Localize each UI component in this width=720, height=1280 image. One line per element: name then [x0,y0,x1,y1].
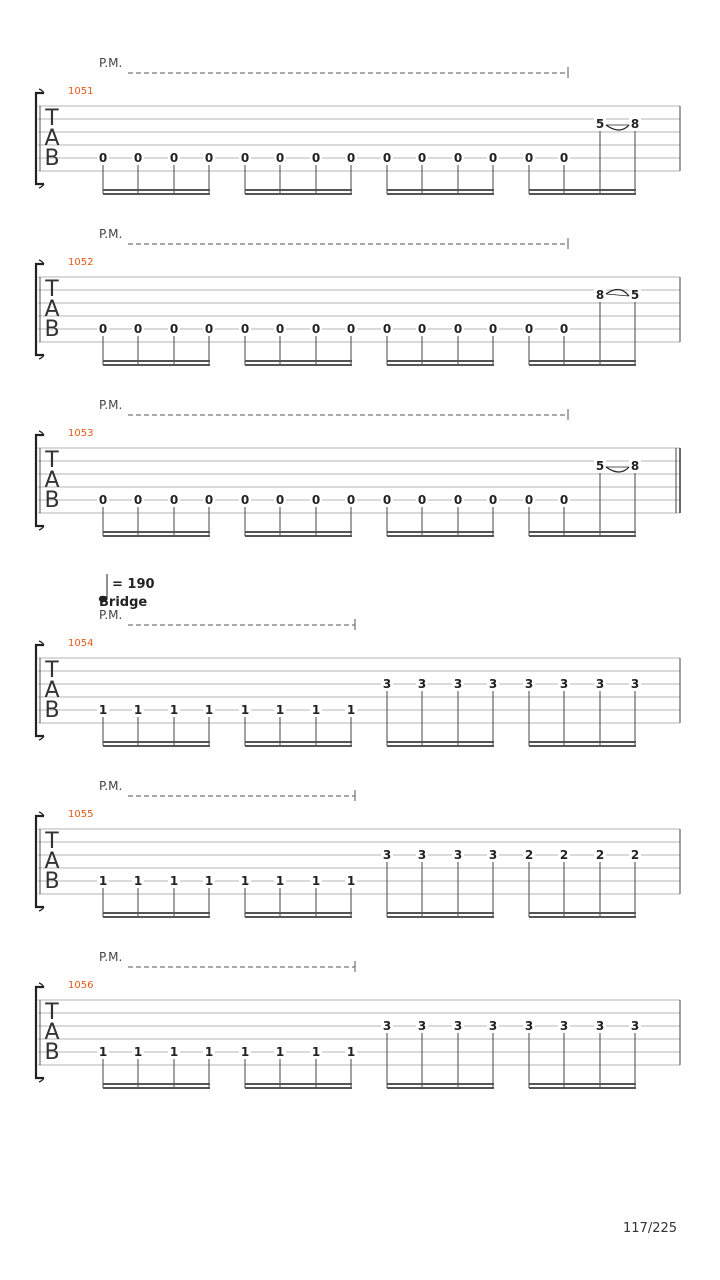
fret-number: 3 [382,677,392,691]
beam [103,912,210,914]
fret-number: 1 [98,703,108,717]
measure-number: 1051 [68,86,94,97]
beam [387,1087,494,1089]
tab-clef-letter: A [44,468,60,493]
palm-mute-label: P.M. [99,227,123,241]
beam [245,1083,352,1085]
bend-curve [606,125,629,130]
beam [529,1083,636,1085]
beam [529,916,636,918]
beam [529,360,636,362]
fret-number: 1 [311,1045,321,1059]
beam [103,531,210,533]
fret-number: 3 [595,1019,605,1033]
fret-number: 1 [311,874,321,888]
fret-number: 5 [595,117,605,131]
beam [387,360,494,362]
fret-number: 3 [524,677,534,691]
fret-number: 3 [453,1019,463,1033]
beam [103,1083,210,1085]
fret-number: 0 [204,151,214,165]
fret-number: 0 [98,493,108,507]
bend-curve [606,467,629,472]
measure-number: 1055 [68,809,94,820]
palm-mute-label: P.M. [99,950,123,964]
fret-number: 0 [346,322,356,336]
fret-number: 3 [559,1019,569,1033]
fret-number: 0 [240,322,250,336]
fret-number: 1 [240,1045,250,1059]
fret-number: 8 [630,459,640,473]
beam [387,364,494,366]
fret-number: 5 [595,459,605,473]
fret-number: 0 [275,322,285,336]
fret-number: 1 [169,703,179,717]
fret-number: 0 [311,493,321,507]
beam [387,741,494,743]
fret-number: 0 [98,151,108,165]
fret-number: 0 [559,151,569,165]
fret-number: 0 [417,493,427,507]
fret-number: 0 [524,151,534,165]
tab-clef-letter: A [44,678,60,703]
fret-number: 3 [453,677,463,691]
fret-number: 2 [559,848,569,862]
fret-number: 1 [133,703,143,717]
fret-number: 0 [417,151,427,165]
fret-number: 0 [133,151,143,165]
beam [103,189,210,191]
fret-number: 0 [417,322,427,336]
fret-number: 3 [559,677,569,691]
beam [387,531,494,533]
fret-number: 0 [559,322,569,336]
fret-number: 0 [346,493,356,507]
fret-number: 3 [524,1019,534,1033]
page-number: 117/225 [623,1221,678,1236]
fret-number: 0 [275,151,285,165]
beam [245,360,352,362]
beam [387,535,494,537]
beam [245,912,352,914]
fret-number: 2 [524,848,534,862]
fret-number: 0 [488,322,498,336]
fret-number: 0 [240,151,250,165]
fret-number: 0 [559,493,569,507]
tab-clef-letter: T [45,448,59,473]
fret-number: 0 [169,151,179,165]
fret-number: 0 [488,493,498,507]
beam [245,741,352,743]
fret-number: 3 [453,848,463,862]
measure-number: 1054 [68,638,94,649]
beam [387,745,494,747]
fret-number: 2 [595,848,605,862]
tab-clef-letter: A [44,297,60,322]
fret-number: 1 [346,874,356,888]
fret-number: 0 [133,493,143,507]
fret-number: 0 [524,493,534,507]
beam [387,193,494,195]
fret-number: 8 [630,117,640,131]
fret-number: 0 [204,493,214,507]
fret-number: 1 [133,1045,143,1059]
fret-number: 0 [382,493,392,507]
tab-clef-letter: A [44,126,60,151]
tab-clef-letter: B [44,146,60,171]
tab-clef-letter: T [45,1000,59,1025]
beam [245,916,352,918]
beam [245,364,352,366]
beam [103,745,210,747]
fret-number: 0 [311,322,321,336]
fret-number: 1 [275,874,285,888]
fret-number: 0 [382,322,392,336]
bend-line [606,294,629,296]
section-label: Bridge [99,595,148,610]
fret-number: 1 [346,703,356,717]
beam [245,193,352,195]
beam [245,1087,352,1089]
fret-number: 1 [240,874,250,888]
tab-clef-letter: T [45,658,59,683]
beam [103,364,210,366]
fret-number: 0 [169,322,179,336]
fret-number: 0 [240,493,250,507]
fret-number: 0 [275,493,285,507]
beam [387,916,494,918]
tab-clef-letter: B [44,869,60,894]
beam [245,745,352,747]
fret-number: 3 [488,848,498,862]
fret-number: 1 [240,703,250,717]
beam [103,535,210,537]
fret-number: 0 [524,322,534,336]
fret-number: 1 [133,874,143,888]
fret-number: 1 [204,703,214,717]
fret-number: 0 [311,151,321,165]
fret-number: 0 [488,151,498,165]
fret-number: 0 [169,493,179,507]
fret-number: 3 [382,848,392,862]
beam [529,912,636,914]
fret-number: 1 [204,1045,214,1059]
fret-number: 0 [204,322,214,336]
fret-number: 3 [488,677,498,691]
tab-clef-letter: B [44,698,60,723]
beam [245,531,352,533]
fret-number: 0 [453,151,463,165]
beam [529,741,636,743]
fret-number: 1 [311,703,321,717]
beam [529,1087,636,1089]
fret-number: 1 [204,874,214,888]
fret-number: 1 [275,703,285,717]
beam [103,193,210,195]
beam [529,189,636,191]
beam [103,916,210,918]
fret-number: 1 [346,1045,356,1059]
fret-number: 5 [630,288,640,302]
beam [245,535,352,537]
measure-number: 1053 [68,428,94,439]
tab-clef-letter: A [44,849,60,874]
beam [387,189,494,191]
fret-number: 3 [595,677,605,691]
beam [387,1083,494,1085]
fret-number: 3 [417,848,427,862]
tab-clef-letter: T [45,829,59,854]
tab-clef-letter: T [45,106,59,131]
fret-number: 1 [169,874,179,888]
tab-clef-letter: B [44,1040,60,1065]
fret-number: 3 [382,1019,392,1033]
beam [103,741,210,743]
beam [529,745,636,747]
fret-number: 0 [98,322,108,336]
fret-number: 0 [453,322,463,336]
tempo-value: = 190 [112,577,155,592]
fret-number: 3 [630,1019,640,1033]
beam [529,364,636,366]
fret-number: 1 [98,1045,108,1059]
beam [529,531,636,533]
fret-number: 3 [417,1019,427,1033]
beam [103,1087,210,1089]
palm-mute-label: P.M. [99,608,123,622]
fret-number: 0 [346,151,356,165]
fret-number: 1 [98,874,108,888]
fret-number: 1 [169,1045,179,1059]
tab-clef-letter: A [44,1020,60,1045]
palm-mute-label: P.M. [99,398,123,412]
beam [529,193,636,195]
fret-number: 0 [382,151,392,165]
palm-mute-label: P.M. [99,779,123,793]
fret-number: 3 [417,677,427,691]
beam [387,912,494,914]
beam [245,189,352,191]
tab-clef-letter: B [44,488,60,513]
fret-number: 2 [630,848,640,862]
palm-mute-label: P.M. [99,56,123,70]
fret-number: 1 [275,1045,285,1059]
fret-number: 3 [488,1019,498,1033]
tab-clef-letter: B [44,317,60,342]
fret-number: 0 [133,322,143,336]
measure-number: 1052 [68,257,94,268]
fret-number: 3 [630,677,640,691]
fret-number: 8 [595,288,605,302]
fret-number: 0 [453,493,463,507]
tab-clef-letter: T [45,277,59,302]
beam [103,360,210,362]
beam [529,535,636,537]
measure-number: 1056 [68,980,94,991]
